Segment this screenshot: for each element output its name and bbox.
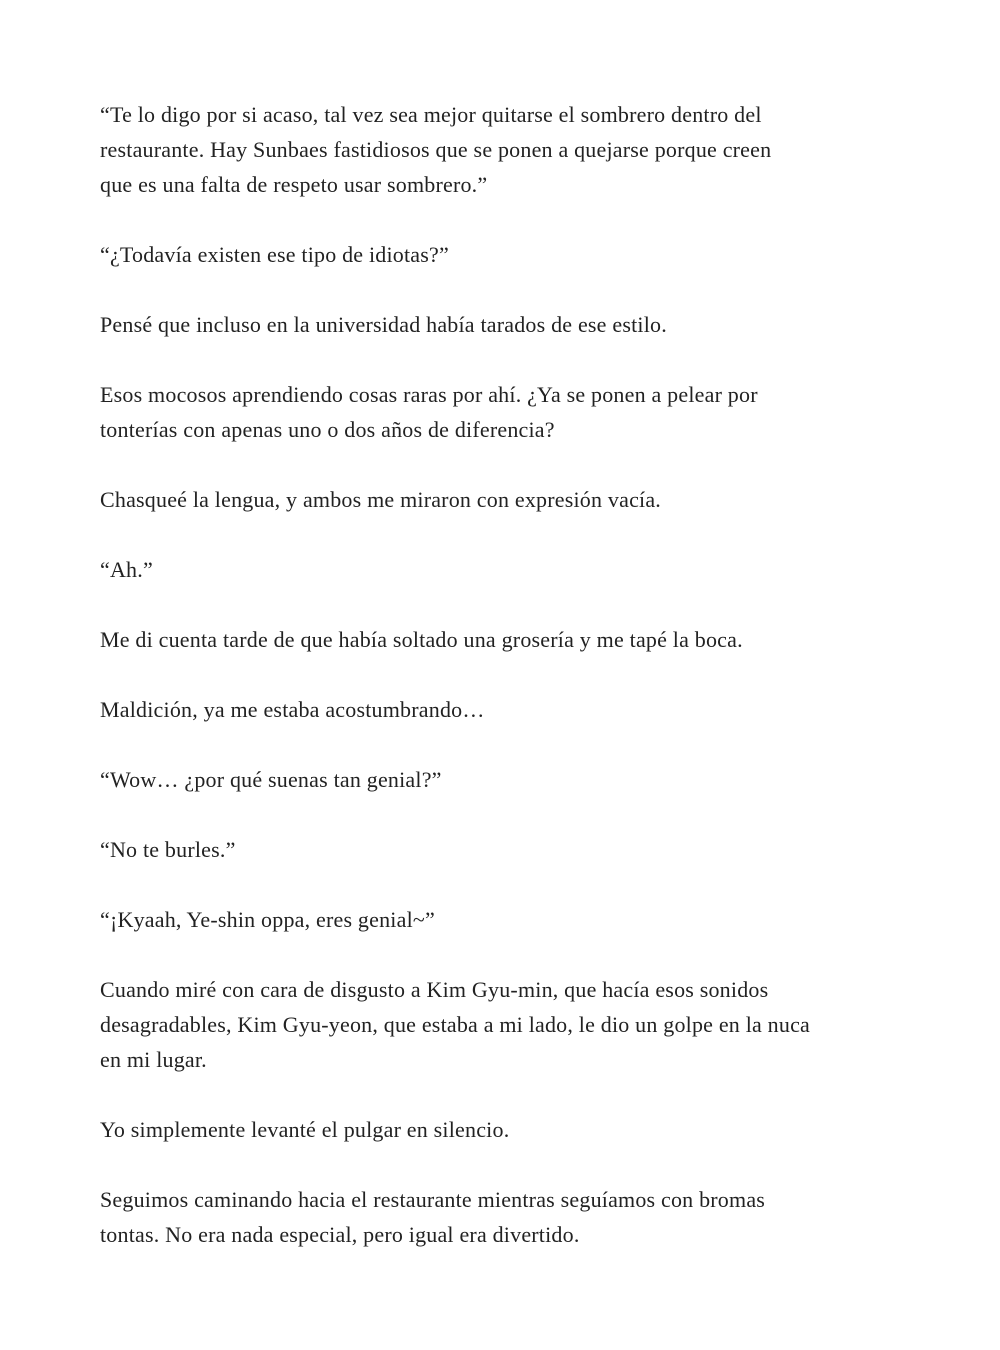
paragraph	[100, 832, 900, 867]
text-line: “¿Todavía existen ese tipo de idiotas?”	[100, 242, 449, 267]
paragraph	[100, 482, 900, 517]
text-line: Yo simplemente levanté el pulgar en silencio.	[100, 1117, 510, 1142]
paragraph	[100, 552, 900, 587]
text-line: tontas. No era nada especial, pero igual era divertido.	[100, 1222, 580, 1247]
text-line: Pensé que incluso en la universidad había tarados de ese estilo.	[100, 312, 667, 337]
text-line: “Te lo digo por si acaso, tal vez sea mejor quitarse el sombrero dentro del	[100, 102, 762, 127]
paragraph	[100, 377, 900, 447]
text-line: tonterías con apenas uno o dos años de diferencia?	[100, 417, 555, 442]
paragraph	[100, 762, 900, 797]
text-line: Cuando miré con cara de disgusto a Kim Gyu-min, que hacía esos sonidos	[100, 977, 769, 1002]
text-line: en mi lugar.	[100, 1047, 207, 1072]
paragraph	[100, 622, 900, 657]
paragraph	[100, 1182, 900, 1252]
text-line: Maldición, ya me estaba acostumbrando…	[100, 697, 485, 722]
text-line: restaurante. Hay Sunbaes fastidiosos que se ponen a quejarse porque creen	[100, 137, 772, 162]
paragraph	[100, 237, 900, 272]
text-line: Me di cuenta tarde de que había soltado una grosería y me tapé la boca.	[100, 627, 743, 652]
text-line: Chasqueé la lengua, y ambos me miraron con expresión vacía.	[100, 487, 662, 512]
text-line: Seguimos caminando hacia el restaurante mientras seguíamos con bromas	[100, 1187, 766, 1212]
text-line: “No te burles.”	[100, 837, 236, 862]
text-line: “Ah.”	[100, 557, 153, 582]
text-line: desagradables, Kim Gyu-yeon, que estaba a mi lado, le dio un golpe en la nuca	[100, 1012, 811, 1037]
text-line: que es una falta de respeto usar sombrero.”	[100, 172, 488, 197]
text-line: Esos mocosos aprendiendo cosas raras por ahí. ¿Ya se ponen a pelear por	[100, 382, 758, 407]
text-line: “¡Kyaah, Ye-shin oppa, eres genial~”	[100, 907, 435, 932]
paragraph	[100, 902, 900, 937]
paragraph	[100, 307, 900, 342]
paragraph	[100, 1112, 900, 1147]
paragraph	[100, 972, 900, 1077]
paragraph	[100, 97, 900, 202]
text-line: “Wow… ¿por qué suenas tan genial?”	[100, 767, 442, 792]
paragraph	[100, 692, 900, 727]
